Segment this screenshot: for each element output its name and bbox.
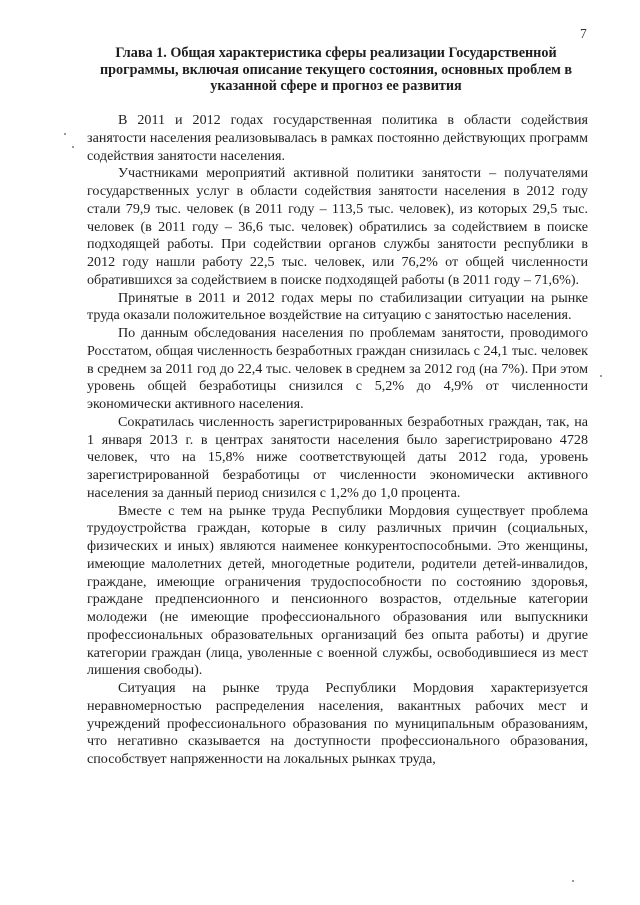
body-text [87,112,588,769]
paragraph: Участниками мероприятий активной политики занятости – получателями государственных услуг в области содействия занятости населения в 2012 году стали 79,9 тыс. человек (в 2011 году – 113,5 тыс. человек), из которых 29,5 тыс. человек (в 2011 году – 36,6 тыс. человек) обратились за содействием в поиске подходящей работы. При содействии органов службы занятости республики в 2012 году нашли работу 22,5 тыс. человек, или 76,2% от общей численности обратившихся за содействием в поиске подходящей работы (в 2011 году – 71,6%). [87,165,588,288]
paragraph: По данным обследования населения по проблемам занятости, проводимого Росстатом, общая численность безработных граждан снизилась с 24,1 тыс. человек в среднем за 2011 год до 22,4 тыс. человек в среднем за 2012 год (на 7%). При этом уровень общей безработицы снизился с 5,2% до 4,9% от численности экономически активного населения. [87,325,588,412]
paragraph: Вместе с тем на рынке труда Республики Мордовия существует проблема трудоустройства граждан, которые в силу различных причин (социальных, физических и иных) являются наименее конкурентоспособными. Это женщины, имеющие малолетних детей, многодетные родители, родители детей-инвалидов, граждане, имеющие ограничения трудоспособности по состоянию здоровья, граждане предпенсионного и пенсионного возрастов, отдельные категории молодежи (не имеющие профессионального образования или выпускники профессиональных образовательных организаций без опыта работы) и другие категории граждан (лица, уволенные с военной службы, освободившиеся из мест лишения свободы). [87,502,588,679]
chapter-heading: Глава 1. Общая характеристика сферы реализации Государственной программы, включая описание текущего состояния, основных проблем в указанной сфере и прогноз ее развития [99,45,572,94]
paragraph: Ситуация на рынке труда Республики Мордовия характеризуется неравномерностью распределения населения, вакантных рабочих мест и учреждений профессионального образования по муниципальным образованиям, что негативно сказывается на доступности профессионального образования, способствует напряженности на локальных рынках труда, [87,680,588,767]
paragraph: Принятые в 2011 и 2012 годах меры по стабилизации ситуации на рынке труда оказали положительное воздействие на ситуацию с занятостью населения. [87,289,588,324]
page-number: 7 [580,26,587,41]
paragraph: В 2011 и 2012 годах государственная политика в области содействия занятости населения реализовывалась в рамках постоянно действующих программ содействия занятости населения. [87,112,588,164]
paragraph: Сократилась численность зарегистрированных безработных граждан, так, на 1 января 2013 г. в центрах занятости населения было зарегистрировано 4728 человек, что на 15,8% ниже соответствующей даты 2012 года, уровень зарегистрированной безработицы от численности экономически активного населения за данный период снизился с 1,2% до 1,0 процента. [87,413,588,501]
